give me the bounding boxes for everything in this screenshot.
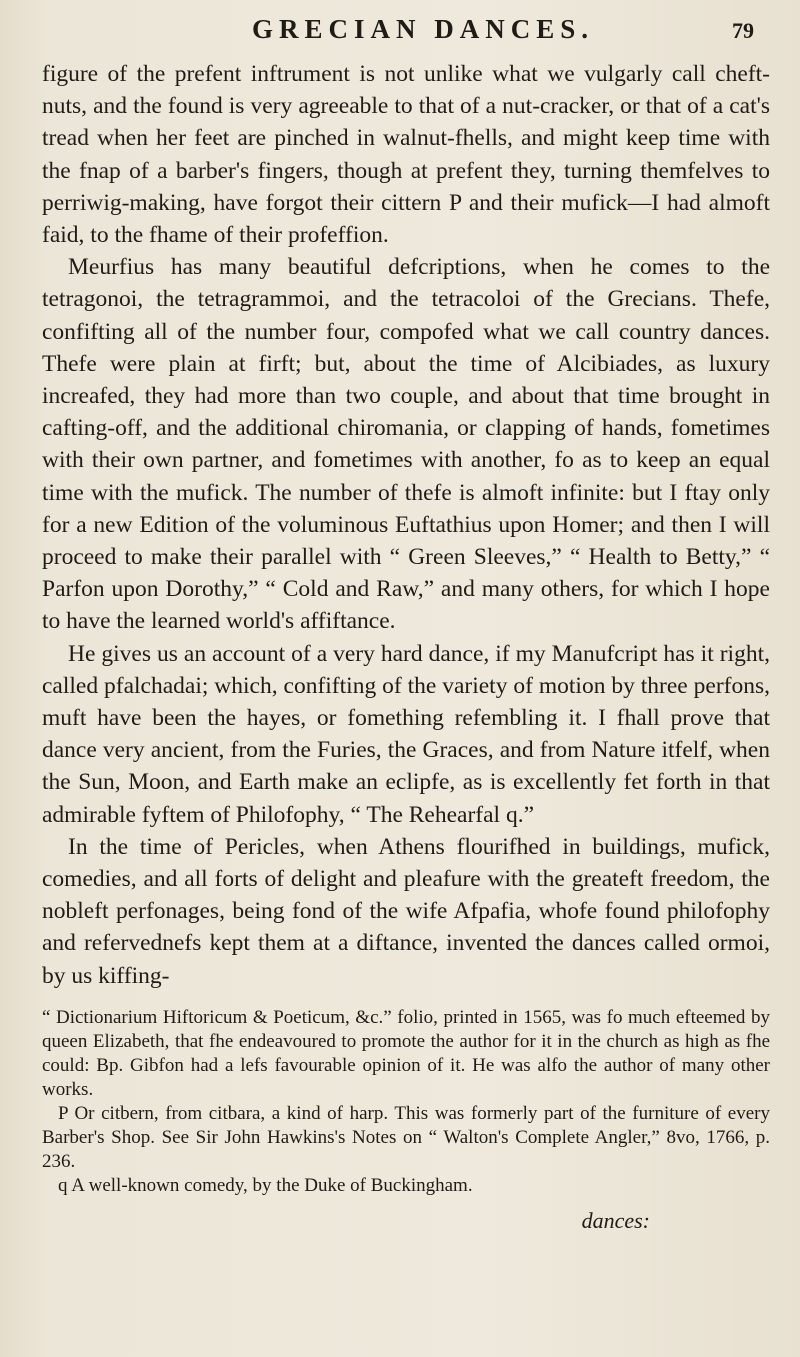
paragraph: In the time of Pericles, when Athens flourifhed in buildings, mufick, comedies, and all forts of delight and pleafure with the greateft freedom, the nobleft perfonages, being fond of the wife Afpafia, whofe found philofophy and refervednefs kept them at a diftance, invented the dances called ormoi, by us kiffing- (42, 833, 770, 989)
footnote: “ Dictionarium Hiftoricum & Poeticum, &c.” folio, printed in 1565, was fo much efteemed by queen Elizabeth, that fhe endeavoured to promote the author for it in the church as high as fhe could: Bp. Gibfon had a lefs favourable opinion of it. He was alfo the author of many other works. (42, 1006, 770, 1100)
body-text (42, 58, 770, 992)
footnote: q A well-known comedy, by the Duke of Buckingham. (58, 1174, 473, 1196)
page-number: 79 (732, 18, 754, 43)
paragraph: He gives us an account of a very hard dance, if my Manufcript has it right, called pfalchadai; which, confifting of the variety of motion by three perfons, muft have been the hayes, or fomething refembling it. I fhall prove that dance very ancient, from the Furies, the Graces, and from Nature itfelf, when the Sun, Moon, and Earth make an eclipfe, as is excellently fet forth in that admirable fyftem of Philofophy, “ The Rehearfal q.” (42, 640, 770, 828)
footnote: P Or citbern, from citbara, a kind of harp. This was formerly part of the furniture of every Barber's Shop. See Sir John Hawkins's Notes on “ Walton's Complete Angler,” 8vo, 1766, p. 236. (42, 1102, 770, 1172)
paragraph: figure of the prefent inftrument is not unlike what we vulgarly call cheft-nuts, and the found is very agreeable to that of a nut-cracker, or that of a cat's tread when her feet are pinched in walnut-fhells, and might keep time with the fnap of a barber's fingers, though at prefent they, turning themfelves to perriwig-making, have forgot their cittern P and their mufick—I had almoft faid, to the fhame of their profeffion. (42, 61, 770, 249)
page-header (252, 14, 770, 58)
catchword: dances: (581, 1207, 650, 1233)
running-head: GRECIAN DANCES. (252, 14, 595, 44)
footnotes (42, 1006, 770, 1198)
paragraph: Meurfius has many beautiful defcriptions, when he comes to the tetragonoi, the tetragrammoi, and the tetracoloi of the Grecians. Thefe, confifting all of the number four, compofed what we call country dances. Thefe were plain at firft; but, about the time of Alcibiades, as luxury increafed, they had more than two couple, and about that time brought in cafting-off, and the additional chiromania, or clapping of hands, fometimes with their own partner, and fometimes with another, fo as to keep an equal time with the mufick. The number of thefe is almoft infinite: but I ftay only for a new Edition of the voluminous Euftathius upon Homer; and then I will proceed to make their parallel with “ Green Sleeves,” “ Health to Betty,” “ Parfon upon Dorothy,” “ Cold and Raw,” and many others, for which I hope to have the learned world's affiftance. (42, 254, 770, 635)
